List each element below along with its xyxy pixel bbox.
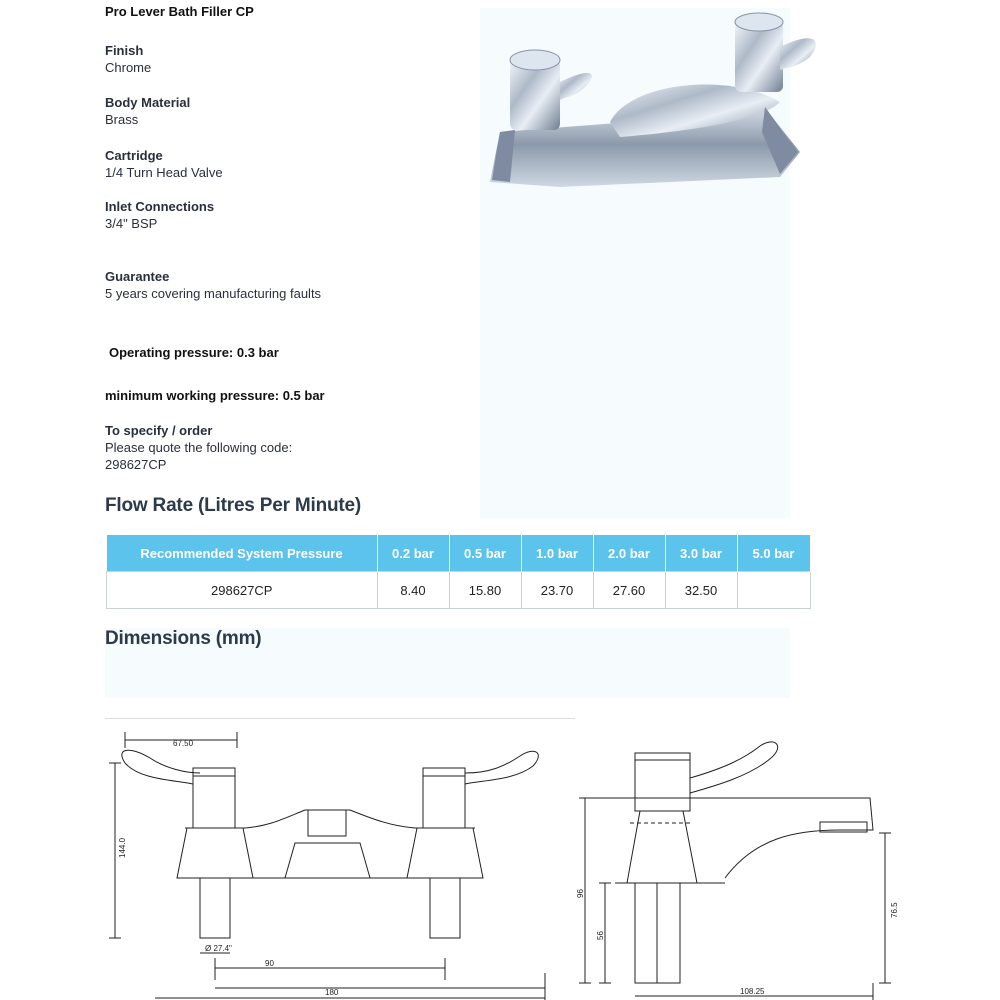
dim-side-base: 56	[596, 931, 605, 940]
spec-guarantee	[105, 268, 321, 302]
order-code: 298627CP	[105, 457, 167, 472]
header-0-5-bar: 0.5 bar	[449, 535, 521, 572]
cell-0-5-bar: 15.80	[449, 572, 521, 609]
spec-inlet-label: Inlet Connections	[105, 199, 215, 214]
front-elevation-drawing	[105, 718, 575, 1000]
spec-cartridge-value: 1/4 Turn Head Valve	[105, 165, 223, 180]
order-info	[105, 422, 292, 473]
spec-cartridge	[105, 147, 223, 181]
header-0-2-bar: 0.2 bar	[377, 535, 449, 572]
spec-inlet	[105, 198, 214, 232]
product-title: Pro Lever Bath Filler CP	[105, 4, 254, 19]
dim-side-height: 96	[576, 889, 585, 898]
product-photo	[480, 12, 840, 202]
dim-front-height: 144.0	[118, 837, 127, 858]
spec-cartridge-label: Cartridge	[105, 148, 163, 163]
cell-2-0-bar: 27.60	[593, 572, 665, 609]
order-label: To specify / order	[105, 423, 213, 438]
flow-data-row	[107, 572, 811, 609]
dim-side-spout: 76.5	[890, 902, 899, 918]
cell-3-0-bar: 32.50	[665, 572, 737, 609]
dim-side-depth: 108.25	[740, 987, 765, 996]
flow-header-row	[107, 535, 811, 572]
spec-body-material-value: Brass	[105, 112, 139, 127]
header-1-0-bar: 1.0 bar	[521, 535, 593, 572]
spec-body-material	[105, 94, 190, 128]
minimum-pressure: minimum working pressure: 0.5 bar	[105, 388, 325, 403]
spec-guarantee-label: Guarantee	[105, 269, 170, 284]
spec-body-material-label: Body Material	[105, 95, 191, 110]
header-system-pressure: Recommended System Pressure	[107, 535, 378, 572]
cell-0-2-bar: 8.40	[377, 572, 449, 609]
dim-front-width-top: 67.50	[173, 739, 194, 748]
spec-inlet-value: 3/4" BSP	[105, 216, 158, 231]
order-line: Please quote the following code:	[105, 440, 293, 455]
flow-rate-table	[106, 535, 811, 609]
dim-front-overall: 180	[325, 988, 339, 997]
operating-pressure: Operating pressure: 0.3 bar	[109, 345, 279, 360]
header-3-0-bar: 3.0 bar	[665, 535, 737, 572]
cell-code: 298627CP	[107, 572, 378, 609]
cell-5-0-bar	[737, 572, 810, 609]
spec-finish	[105, 42, 151, 76]
side-elevation-drawing	[575, 718, 910, 1000]
spec-finish-label: Finish	[105, 43, 144, 58]
dim-front-centre: 90	[265, 959, 274, 968]
dimensions-title: Dimensions (mm)	[105, 628, 262, 649]
header-2-0-bar: 2.0 bar	[593, 535, 665, 572]
dim-front-pillar: Ø 27.4"	[205, 944, 232, 953]
flow-title: Flow Rate (Litres Per Minute)	[105, 495, 362, 516]
header-5-0-bar: 5.0 bar	[737, 535, 810, 572]
cell-1-0-bar: 23.70	[521, 572, 593, 609]
spec-finish-value: Chrome	[105, 60, 152, 75]
spec-guarantee-value: 5 years covering manufacturing faults	[105, 286, 322, 301]
